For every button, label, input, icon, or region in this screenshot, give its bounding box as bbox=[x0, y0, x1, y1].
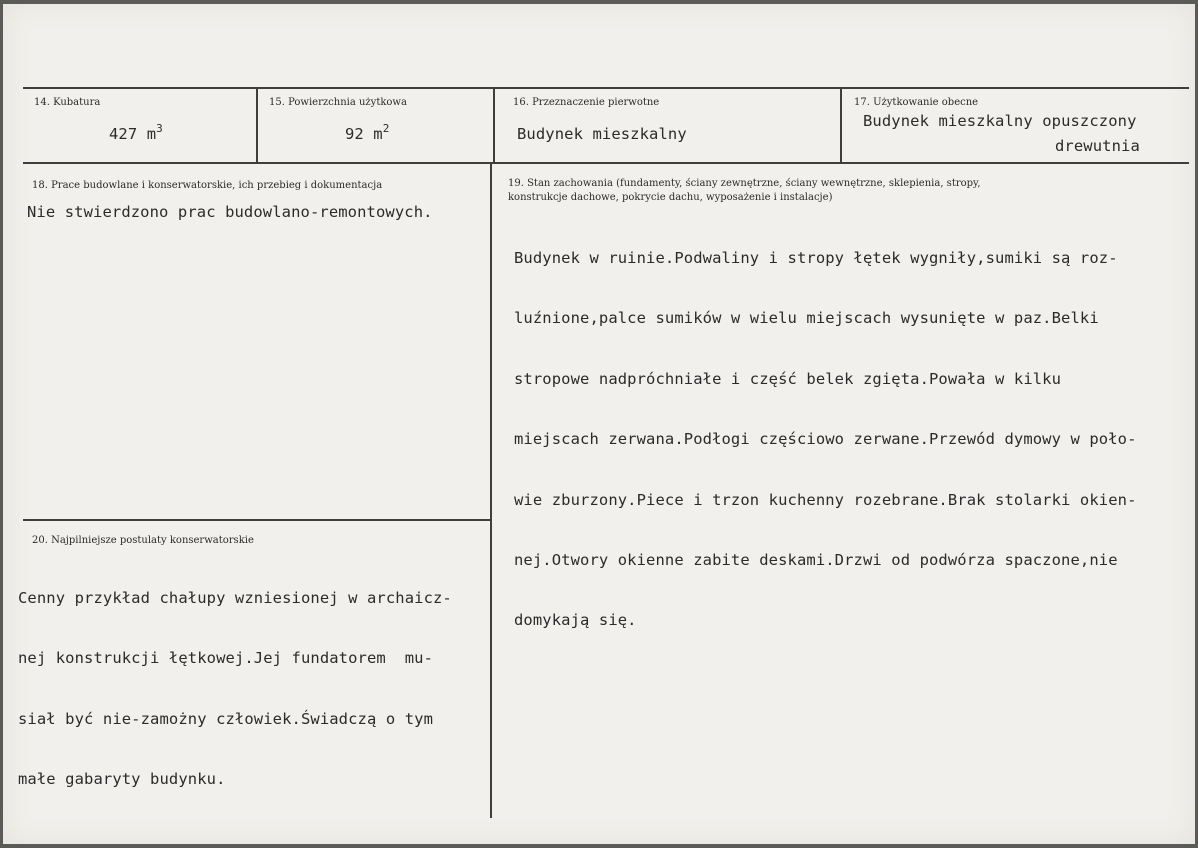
field-17-label: 17. Użytkowanie obecne bbox=[854, 97, 979, 108]
field-16-label: 16. Przeznaczenie pierwotne bbox=[513, 97, 660, 108]
field-14-number: 427 m bbox=[109, 125, 157, 143]
field-17-value-line-2: drewutnia bbox=[1055, 137, 1140, 155]
field-15-unit-exponent: 2 bbox=[382, 122, 390, 135]
divider-14-15 bbox=[256, 87, 258, 164]
field-16-value: Budynek mieszkalny bbox=[517, 125, 687, 143]
field-14-value bbox=[109, 122, 163, 143]
field-19-line: nej.Otwory okienne zabite deskami.Drzwi od podwórza spaczone,nie bbox=[514, 550, 1118, 569]
main-column-divider bbox=[490, 162, 492, 818]
field-19-label-line-1: 19. Stan zachowania (fundamenty, ściany zewnętrzne, ściany wewnętrzne, sklepienia, stropy, bbox=[508, 178, 981, 189]
field-19-line: domykają się. bbox=[514, 611, 637, 630]
field-19-line: miejscach zerwana.Podłogi częściowo zerwane.Przewód dymowy w poło- bbox=[514, 430, 1137, 449]
field-20-line: nej konstrukcji łętkowej.Jej fundatorem mu- bbox=[18, 649, 433, 668]
field-20-line: Cenny przykład chałupy wzniesionej w archaicz- bbox=[18, 589, 452, 607]
field-20-line: małe gabaryty budynku. bbox=[18, 770, 226, 789]
record-card bbox=[3, 4, 1195, 844]
divider-16-17 bbox=[840, 87, 842, 164]
field-18-value: Nie stwierdzono prac budowlano-remontowych. bbox=[27, 203, 433, 221]
field-19-label-line-2: konstrukcje dachowe, pokrycie dachu, wyposażenie i instalacje) bbox=[508, 192, 833, 203]
field-19-line: luźnione,palce sumików w wielu miejscach wysunięte w paz.Belki bbox=[514, 309, 1099, 328]
field-20-label: 20. Najpilniejsze postulaty konserwatorskie bbox=[32, 535, 254, 546]
top-rule bbox=[23, 87, 1189, 89]
field-20-text bbox=[18, 550, 452, 828]
field-14-label: 14. Kubatura bbox=[34, 97, 101, 108]
divider-15-16 bbox=[493, 87, 495, 164]
field-17-value-line-1: Budynek mieszkalny opuszczony bbox=[863, 112, 1137, 130]
field-19-line: wie zburzony.Piece i trzon kuchenny rozebrane.Brak stolarki okien- bbox=[514, 490, 1137, 509]
field-14-unit-exponent: 3 bbox=[156, 122, 163, 135]
field-18-label: 18. Prace budowlane i konserwatorskie, ich przebieg i dokumentacja bbox=[32, 180, 383, 191]
field-18-20-divider bbox=[23, 519, 492, 521]
field-15-label: 15. Powierzchnia użytkowa bbox=[269, 97, 407, 108]
field-15-value bbox=[345, 122, 389, 143]
field-19-text bbox=[514, 210, 1137, 669]
field-15-number: 92 m bbox=[345, 125, 383, 143]
field-20-line: siał być nie-zamożny człowiek.Świadczą o tym bbox=[18, 709, 433, 728]
field-19-line: stropowe nadpróchniałe i część belek zgięta.Powała w kilku bbox=[514, 369, 1062, 388]
header-row-bottom-rule bbox=[23, 162, 1189, 164]
field-19-line: Budynek w ruinie.Podwaliny i stropy łętek wygniły,sumiki są roz- bbox=[514, 249, 1118, 267]
